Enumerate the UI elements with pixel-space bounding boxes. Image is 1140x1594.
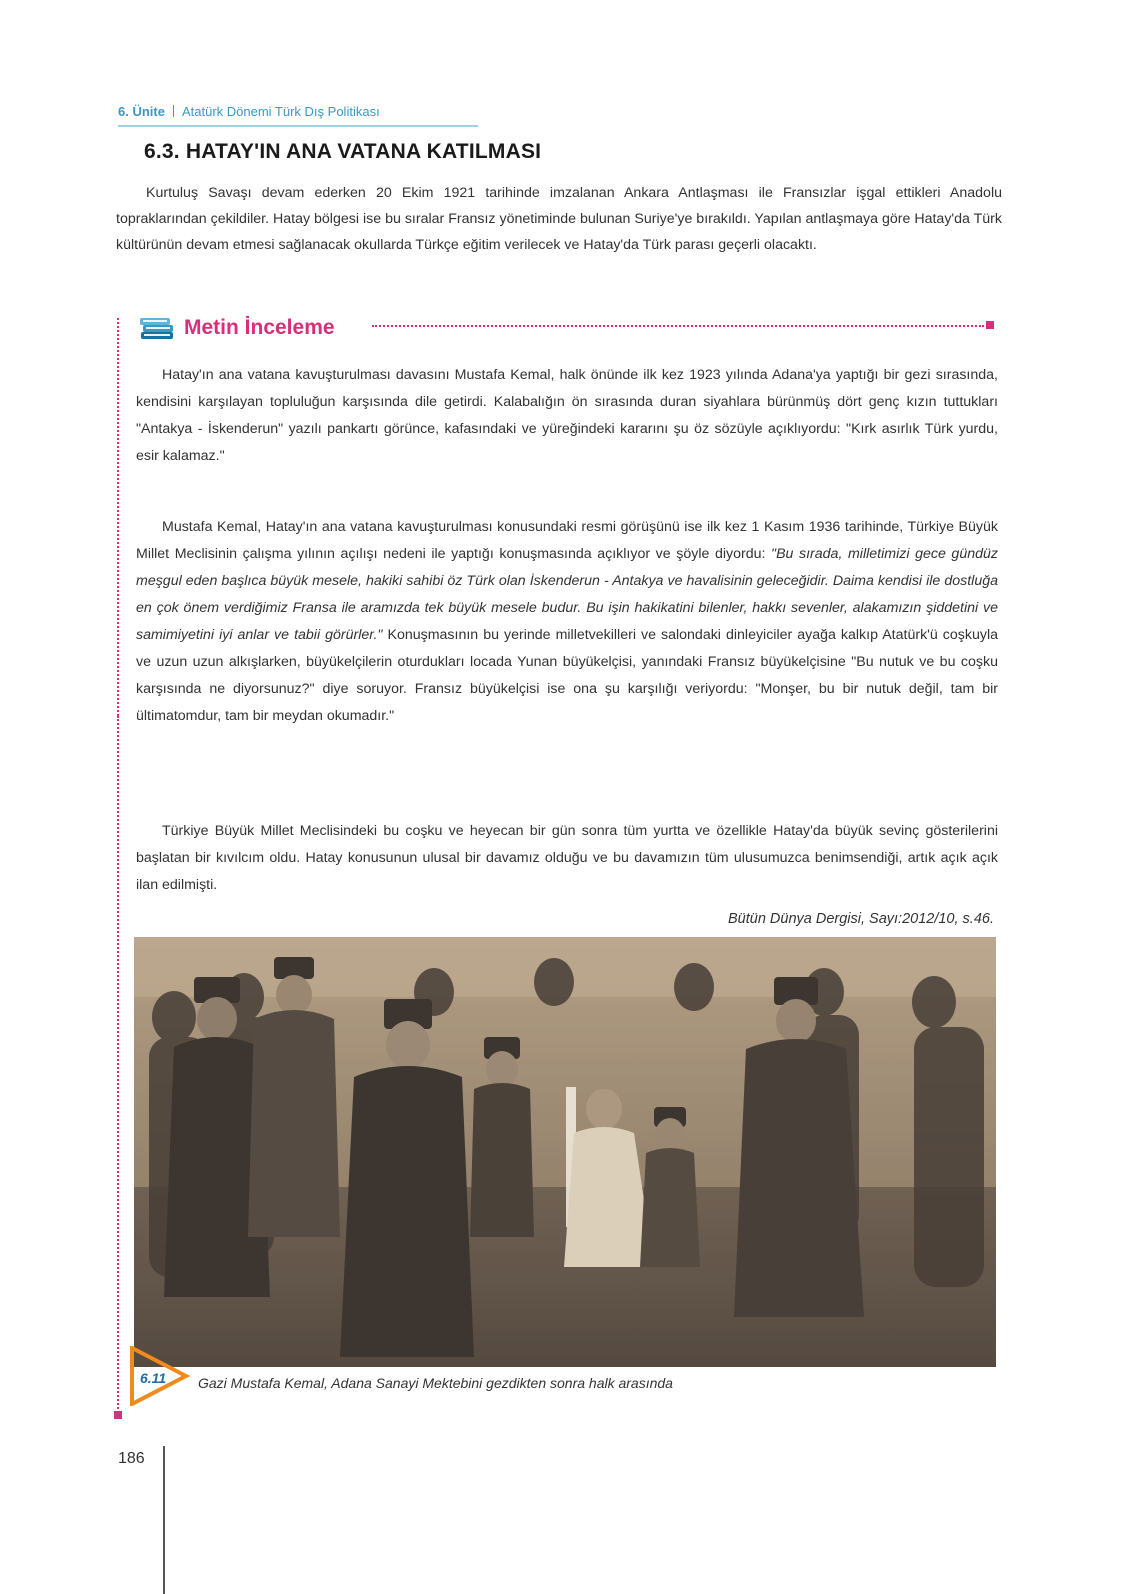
box-left-border-lower <box>117 716 119 1416</box>
intro-paragraph: Kurtuluş Savaşı devam ederken 20 Ekim 1921 tarihinde imzalanan Ankara Antlaşması ile Fransızlar işgal ettikleri Anadolu topraklarından çekildiler. Hatay bölgesi ise bu sıralar Fransız yönetiminde bulunan Suriye'ye bırakıldı. Yapılan antlaşmaya göre Hatay'da Türk kültürünün devam etmesi sağlanacak okullarda Türkçe eğitim verilecek ve Hatay'da Türk parası geçerli olacaktı. <box>116 185 1002 253</box>
figure-number: 6.11 <box>140 1370 167 1386</box>
figure-caption: Gazi Mustafa Kemal, Adana Sanayi Mektebini gezdikten sonra halk arasında <box>198 1375 673 1391</box>
metin-paragraph-2 <box>136 514 998 730</box>
header-separator <box>173 105 174 117</box>
metin-paragraph-1: Hatay'ın ana vatana kavuşturulması davasını Mustafa Kemal, halk önünde ilk kez 1923 yılında Adana'ya yaptığı bir gezi sırasında, kendisini karşılayan topluluğun karşısında dile getirdi. Kalabalığın ön sırasında duran siyahlara bürünmüş dört genç kızın tuttukları "Antakya - İskenderun" yazılı pankartı görünce, kafasındaki ve yüreğindeki kararını şu öz sözüyle açıklıyordu: "Kırk asırlık Türk yurdu, esir kalamaz." <box>136 367 998 464</box>
unit-header <box>118 104 478 127</box>
section-title: 6.3. HATAY'IN ANA VATANA KATILMASI <box>144 140 542 163</box>
box-top-marker <box>986 321 994 329</box>
page-number: 186 <box>118 1450 145 1467</box>
paragraph-2-end: Konuşmasının bu yerinde milletvekilleri ve salondaki dinleyiciler ayağa kalkıp Atatürk'ü coşkuyla ve uzun uzun alkışlarken, büyükelçilerin oturdukları locada Yunan büyükelçisi, yanındaki Fransız büyükelçisine "Bu nutuk ve bu coşku karşısında ne diyorsunuz?" diye soruyor. Fransız büyükelçisi ise ona şu karşılığı veriyordu: "Monşer, bu bir nutuk değil, tam bir ültimatomdur, tam bir meydan okumadır." <box>136 627 998 724</box>
page-margin-rule <box>163 1446 165 1594</box>
historical-photo <box>134 937 996 1367</box>
box-top-border <box>372 325 984 327</box>
metin-inceleme-heading <box>138 312 335 344</box>
unit-subject: Atatürk Dönemi Türk Dış Politikası <box>181 104 380 119</box>
books-icon <box>138 312 178 344</box>
metin-inceleme-title: Metin İnceleme <box>184 316 335 339</box>
speech-quote: "Bu sırada, milletimizi gece gündüz meşgul eden başlıca büyük mesele, hakiki sahibi öz Türk olan İskenderun - Antakya ve havalisinin geleceğidir. Daima kendisi ile dostluğa en çok önem verdiğimiz Fransa ile aramızda tek büyük mesele budur. Bu işin hakikatini bilenler, hakkı sevenler, alakamızın şiddetini ve samimiyetini iyi anlar ve tabii görürler." <box>136 546 998 643</box>
paragraph-2-start: Mustafa Kemal, Hatay'ın ana vatana kavuşturulması konusundaki resmi görüşünü ise ilk kez 1 Kasım 1936 tarihinde, Türkiye Büyük Millet Meclisinin çalışma yılının açılışı nedeni ile yaptığı konuşmasında açıklıyor ve şöyle diyordu: <box>136 519 998 562</box>
box-left-border <box>117 318 119 716</box>
unit-label: 6. Ünite <box>118 104 165 119</box>
photo-crowd-illustration <box>134 937 996 1367</box>
metin-paragraph-3: Türkiye Büyük Millet Meclisindeki bu coşku ve heyecan bir gün sonra tüm yurtta ve özellikle Hatay'da büyük sevinç gösterilerini başlatan bir kıvılcım oldu. Hatay konusunun ulusal bir davamız olduğu ve bu davamızın tüm ulusumuzca benimsendiği, artık açık açık ilan edilmişti. <box>136 823 998 893</box>
box-end-marker <box>114 1411 122 1419</box>
source-citation: Bütün Dünya Dergisi, Sayı:2012/10, s.46. <box>728 911 994 927</box>
